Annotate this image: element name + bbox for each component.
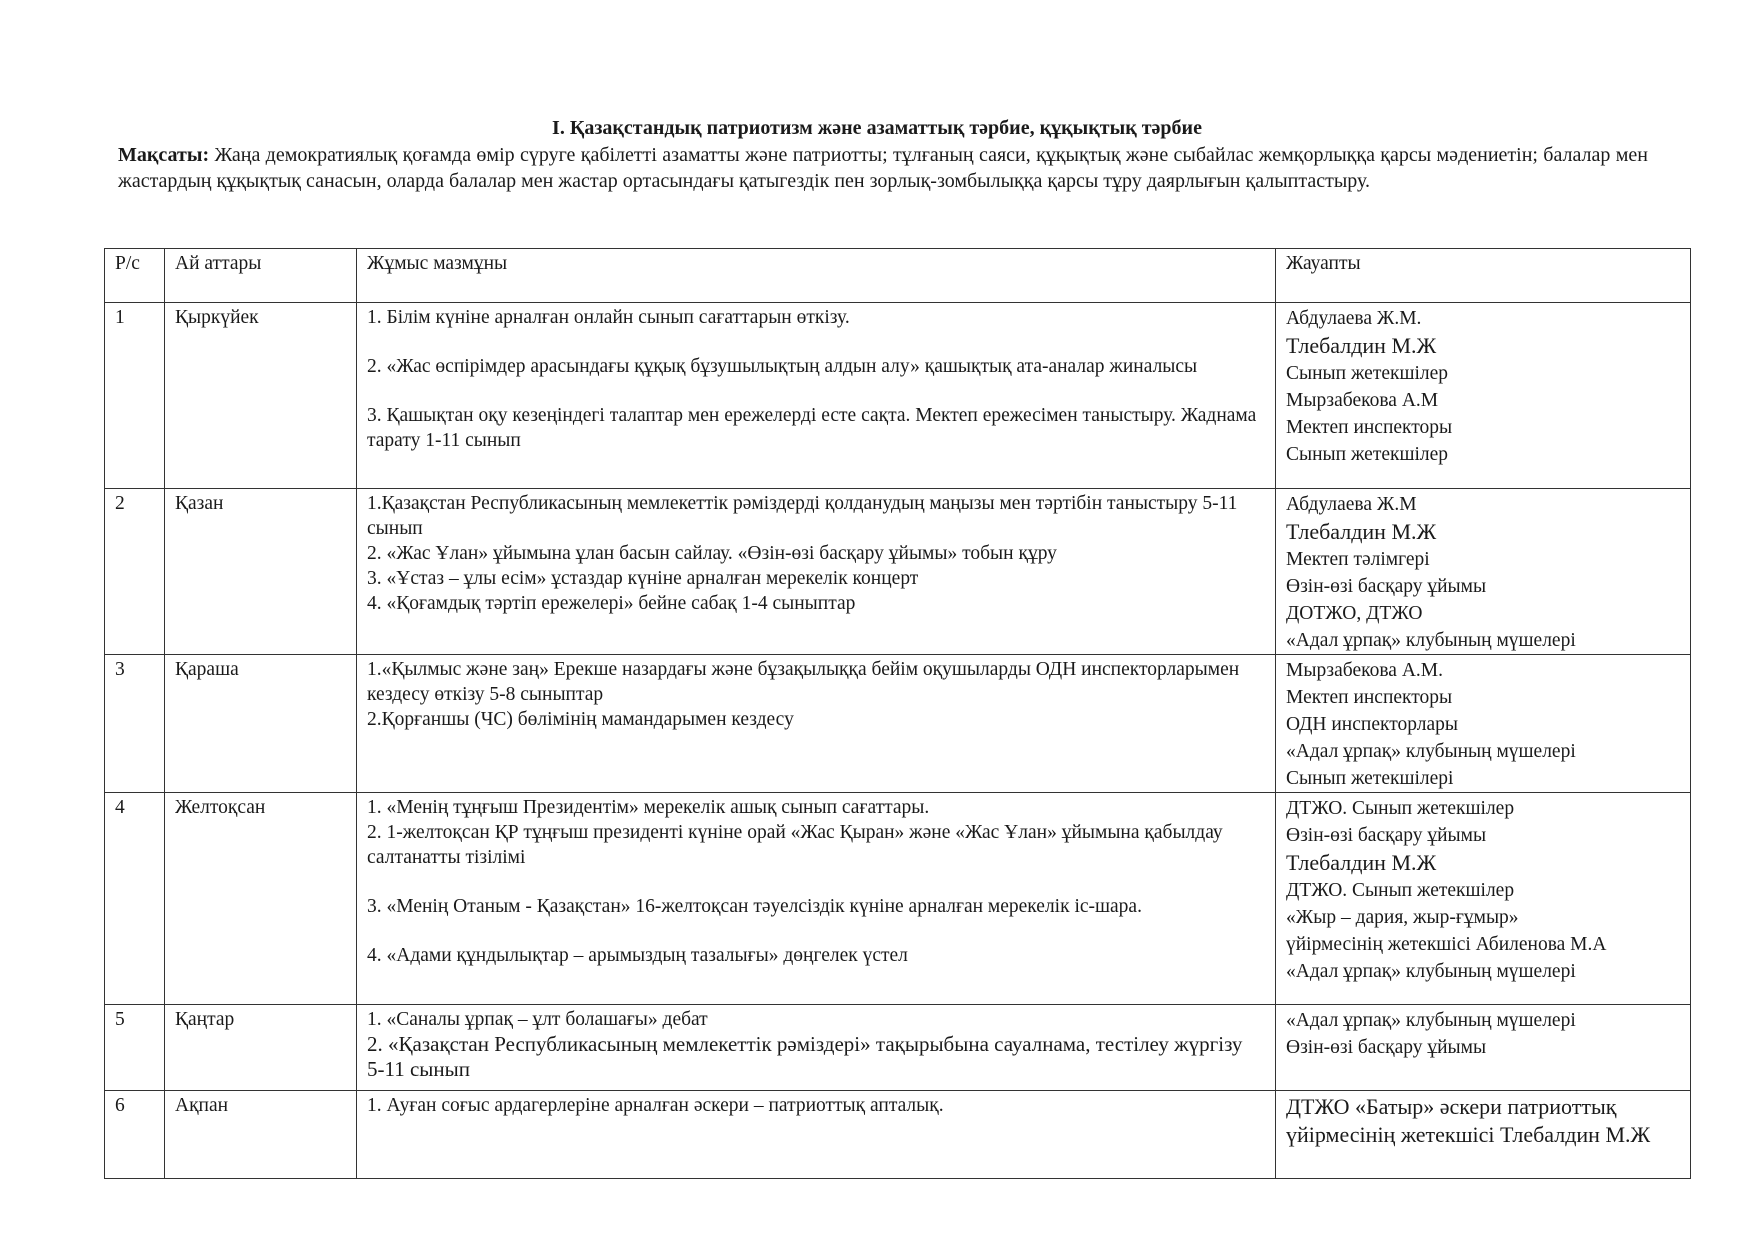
row-num: 3	[105, 655, 165, 793]
responsible-line: Сынып жетекшілер	[1286, 444, 1449, 465]
table-row	[105, 303, 1691, 489]
table-header-row	[105, 249, 1691, 303]
content-line: 2. «Жас өспірімдер арасындағы құқық бұзушылықтың алдын алу» қашықтық ата-аналар жиналысы	[367, 356, 1198, 377]
plan-table	[104, 248, 1691, 1179]
table-row	[105, 1005, 1691, 1091]
row-month: Қазан	[165, 489, 357, 655]
responsible-line: Мырзабекова А.М	[1286, 390, 1439, 411]
responsible-line: Тлебалдин М.Ж	[1286, 333, 1437, 358]
row-month: Желтоқсан	[165, 793, 357, 1005]
content-line: 2. «Жас Ұлан» ұйымына ұлан басын сайлау. «Өзін-өзі басқару ұйымы» тобын құру	[367, 543, 1057, 564]
content-line: 1.Қазақстан Республикасының мемлекеттік рәміздерді қолданудың маңызы мен тәртібін таныстыру 5-11 сынып	[367, 493, 1238, 539]
content-line: 2.Қорғаншы (ЧС) бөлімінің мамандарымен кездесу	[367, 709, 794, 730]
responsible-line: ДОТЖО, ДТЖО	[1286, 603, 1423, 624]
row-content	[357, 793, 1276, 1005]
responsible-line: Абдулаева Ж.М	[1286, 494, 1417, 515]
content-line: 1.«Қылмыс және заң» Ерекше назардағы және бұзақылыққа бейім оқушыларды ОДН инспекторларымен кездесу өткізу 5-8 сыныптар	[367, 659, 1240, 705]
content-line: 2. 1-желтоқсан ҚР тұңғыш президенті күніне орай «Жас Қыран» және «Жас Ұлан» ұйымына қабылдау салтанатты тізілімі	[367, 822, 1223, 868]
responsible-line: Мектеп тәлімгері	[1286, 549, 1430, 570]
goal-paragraph	[118, 142, 1648, 194]
row-responsible	[1276, 793, 1691, 1005]
responsible-line: Мектеп инспекторы	[1286, 417, 1453, 438]
responsible-line: «Жыр – дария, жыр-ғұмыр»	[1286, 907, 1519, 928]
responsible-line: Өзін-өзі басқару ұйымы	[1286, 1037, 1487, 1058]
content-line: 3. «Менің Отаным - Қазақстан» 16-желтоқсан тәуелсіздік күніне арналған мерекелік іс-шара.	[367, 896, 1142, 917]
responsible-line: Сынып жетекшілер	[1286, 363, 1449, 384]
content-line: 4. «Адами құндылықтар – арымыздың тазалығы» дөңгелек үстел	[367, 945, 908, 966]
row-num: 2	[105, 489, 165, 655]
responsible-line: «Адал ұрпақ» клубының мүшелері	[1286, 961, 1576, 982]
responsible-line: Өзін-өзі басқару ұйымы	[1286, 825, 1487, 846]
row-month: Қараша	[165, 655, 357, 793]
responsible-line: Мырзабекова А.М.	[1286, 660, 1443, 681]
responsible-line: ДТЖО. Сынып жетекшілер	[1286, 798, 1515, 819]
content-line: 2. «Қазақстан Республикасының мемлекеттік рәміздері» тақырыбына сауалнама, тестілеу жүргізу 5-11 сынып	[367, 1032, 1243, 1081]
responsible-line: «Адал ұрпақ» клубының мүшелері	[1286, 630, 1576, 651]
row-month: Ақпан	[165, 1091, 357, 1179]
responsible-line: үйірмесінің жетекшісі Абиленова М.А	[1286, 934, 1607, 955]
row-responsible	[1276, 1091, 1691, 1179]
row-responsible	[1276, 655, 1691, 793]
content-line: 1. Білім күніне арналған онлайн сынып сағаттарын өткізу.	[367, 307, 850, 328]
responsible-line: Мектеп инспекторы	[1286, 687, 1453, 708]
row-num: 1	[105, 303, 165, 489]
responsible-line: «Адал ұрпақ» клубының мүшелері	[1286, 741, 1576, 762]
goal-label: Мақсаты:	[118, 144, 210, 166]
header-num: Р/с	[105, 249, 165, 303]
responsible-line: Өзін-өзі басқару ұйымы	[1286, 576, 1487, 597]
row-content	[357, 303, 1276, 489]
header-content: Жұмыс мазмұны	[357, 249, 1276, 303]
row-num: 6	[105, 1091, 165, 1179]
content-line: 4. «Қоғамдық тәртіп ережелері» бейне сабақ 1-4 сыныптар	[367, 593, 856, 614]
content-line: 3. Қашықтан оқу кезеңіндегі талаптар мен ережелерді есте сақта. Мектеп ережесімен таныстыру. Жаднама тарату 1-11 сынып	[367, 405, 1257, 451]
table-row	[105, 489, 1691, 655]
header-responsible: Жауапты	[1276, 249, 1691, 303]
row-responsible	[1276, 489, 1691, 655]
responsible-line: Тлебалдин М.Ж	[1286, 850, 1437, 875]
content-line: 1. Ауған соғыс ардагерлеріне арналған әскери – патриоттық апталық.	[367, 1095, 944, 1116]
row-content	[357, 489, 1276, 655]
responsible-line: ДТЖО «Батыр» әскери патриоттық үйірмесінің жетекшісі Тлебалдин М.Ж	[1286, 1094, 1651, 1147]
row-responsible	[1276, 303, 1691, 489]
row-month: Қыркүйек	[165, 303, 357, 489]
row-num: 4	[105, 793, 165, 1005]
table-row	[105, 655, 1691, 793]
header-month: Ай аттары	[165, 249, 357, 303]
section-title: І. Қазақстандық патриотизм және азаматтық тәрбие, құқықтық тәрбие	[552, 117, 1202, 139]
content-line: 1. «Саналы ұрпақ – ұлт болашағы» дебат	[367, 1009, 708, 1030]
row-content	[357, 655, 1276, 793]
goal-text: Жаңа демократиялық қоғамда өмір сүруге қабілетті азаматты және патриотты; тұлғаның саяси, құқықтық және сыбайлас жемқорлыққа қарсы мәдениетін; балалар мен жастардың құқықтық санасын, оларда балалар мен жастар ортасындағы қатыгездік пен зорлық-зомбылыққа қарсы тұру даярлығын қалыптастыру.	[118, 144, 1648, 192]
responsible-line: Сынып жетекшілері	[1286, 768, 1454, 789]
responsible-line: ОДН инспекторлары	[1286, 714, 1458, 735]
row-content	[357, 1091, 1276, 1179]
content-line: 1. «Менің тұңғыш Президентім» мерекелік ашық сынып сағаттары.	[367, 797, 930, 818]
responsible-line: Абдулаева Ж.М.	[1286, 308, 1422, 329]
responsible-line: «Адал ұрпақ» клубының мүшелері	[1286, 1010, 1576, 1031]
content-line: 3. «Ұстаз – ұлы есім» ұстаздар күніне арналған мерекелік концерт	[367, 568, 919, 589]
table-row	[105, 793, 1691, 1005]
row-content	[357, 1005, 1276, 1091]
responsible-line: ДТЖО. Сынып жетекшілер	[1286, 880, 1515, 901]
row-month: Қаңтар	[165, 1005, 357, 1091]
table-row	[105, 1091, 1691, 1179]
row-num: 5	[105, 1005, 165, 1091]
responsible-line: Тлебалдин М.Ж	[1286, 519, 1437, 544]
row-responsible	[1276, 1005, 1691, 1091]
